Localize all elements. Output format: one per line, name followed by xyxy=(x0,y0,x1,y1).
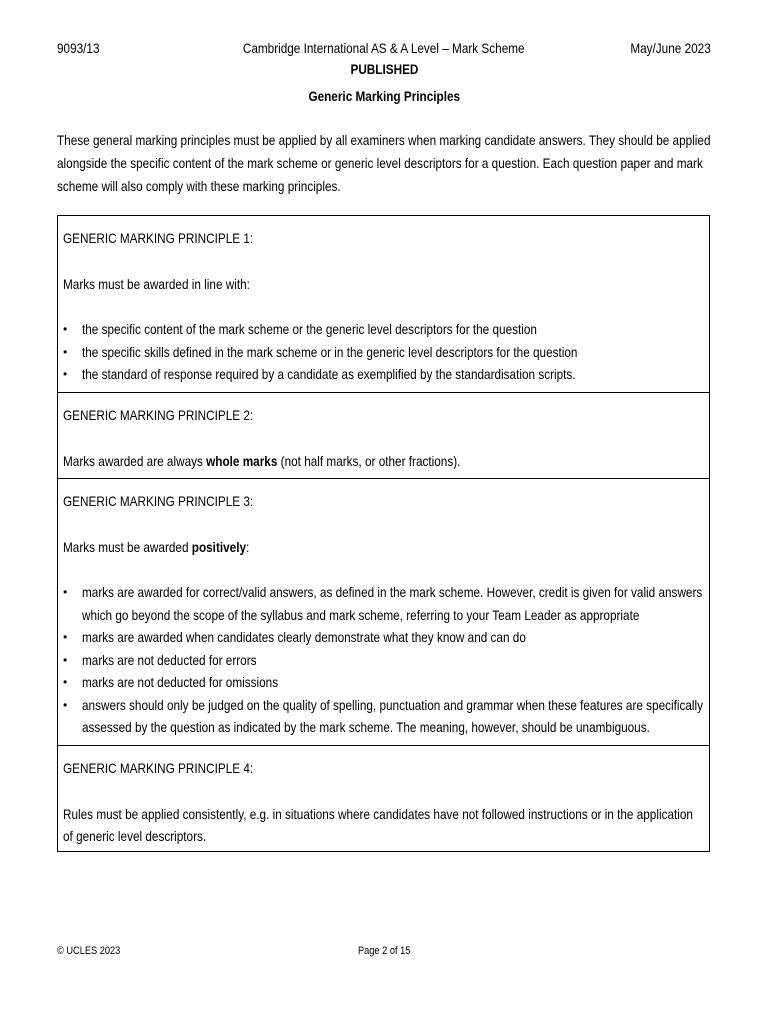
section-title: Generic Marking Principles xyxy=(308,88,460,104)
list-item: • marks are awarded when candidates clearly demonstrate what they know and can do xyxy=(63,626,704,649)
bullet-icon: • xyxy=(63,367,68,381)
principle-2-title: GENERIC MARKING PRINCIPLE 2: xyxy=(63,407,254,423)
bullet-icon: • xyxy=(63,675,68,689)
principle-1-box xyxy=(57,215,710,393)
bullet-icon: • xyxy=(63,344,68,359)
published-label: PUBLISHED xyxy=(350,61,418,77)
copyright-notice: © UCLES 2023 xyxy=(57,945,121,957)
principle-4-lead: Rules must be applied consistently, e.g. in situations where candidates have not followed instructions or in the application of generic level descriptors. xyxy=(63,805,693,844)
principle-1-lead: Marks must be awarded in line with: xyxy=(63,275,250,292)
list-item: • the standard of response required by a candidate as exemplified by the standardisation scripts. xyxy=(63,363,704,386)
list-item: • marks are not deducted for omissions xyxy=(63,671,704,694)
list-item: • the specific skills defined in the mark scheme or in the generic level descriptors for the question xyxy=(63,341,704,364)
principle-2-box xyxy=(57,393,710,479)
list-item: • the specific content of the mark scheme or the generic level descriptors for the question xyxy=(63,318,704,341)
bullet-icon: • xyxy=(63,697,68,712)
principle-3-box xyxy=(57,479,710,746)
paper-code: 9093/13 xyxy=(57,40,100,56)
page-number: Page 2 of 15 xyxy=(357,945,411,957)
principle-3-title: GENERIC MARKING PRINCIPLE 3: xyxy=(63,493,254,509)
bullet-icon: • xyxy=(63,585,68,599)
principle-2-lead: Marks awarded are always whole marks (not half marks, or other fractions). xyxy=(63,452,461,469)
principle-1-list xyxy=(63,318,704,386)
exam-session: May/June 2023 xyxy=(630,40,711,56)
list-item: • answers should only be judged on the quality of spelling, punctuation and grammar when these features are specifically assessed by the question as indicated by the mark scheme. The meaning, however, should be unambiguous. xyxy=(63,694,704,739)
bullet-icon: • xyxy=(63,630,68,644)
principle-3-lead: Marks must be awarded positively: xyxy=(63,538,250,555)
principle-4-title: GENERIC MARKING PRINCIPLE 4: xyxy=(63,760,254,776)
bullet-icon: • xyxy=(63,652,68,667)
document-title: Cambridge International AS & A Level – Mark Scheme xyxy=(243,40,525,56)
list-item: • marks are not deducted for errors xyxy=(63,649,704,672)
principle-4-box xyxy=(57,746,710,852)
intro-paragraph: These general marking principles must be applied by all examiners when marking candidate answers. They should be applied alongside the specific content of the mark scheme or generic level descriptors for a question. Each question paper and mark scheme will also comply with these marking principles. xyxy=(57,132,711,194)
principle-1-title: GENERIC MARKING PRINCIPLE 1: xyxy=(63,230,254,246)
bullet-icon: • xyxy=(63,322,68,336)
list-item: • marks are awarded for correct/valid answers, as defined in the mark scheme. However, credit is given for valid answers which go beyond the scope of the syllabus and mark scheme, referring to your Team Leader as appropriate xyxy=(63,581,704,626)
principle-3-list xyxy=(63,581,704,739)
